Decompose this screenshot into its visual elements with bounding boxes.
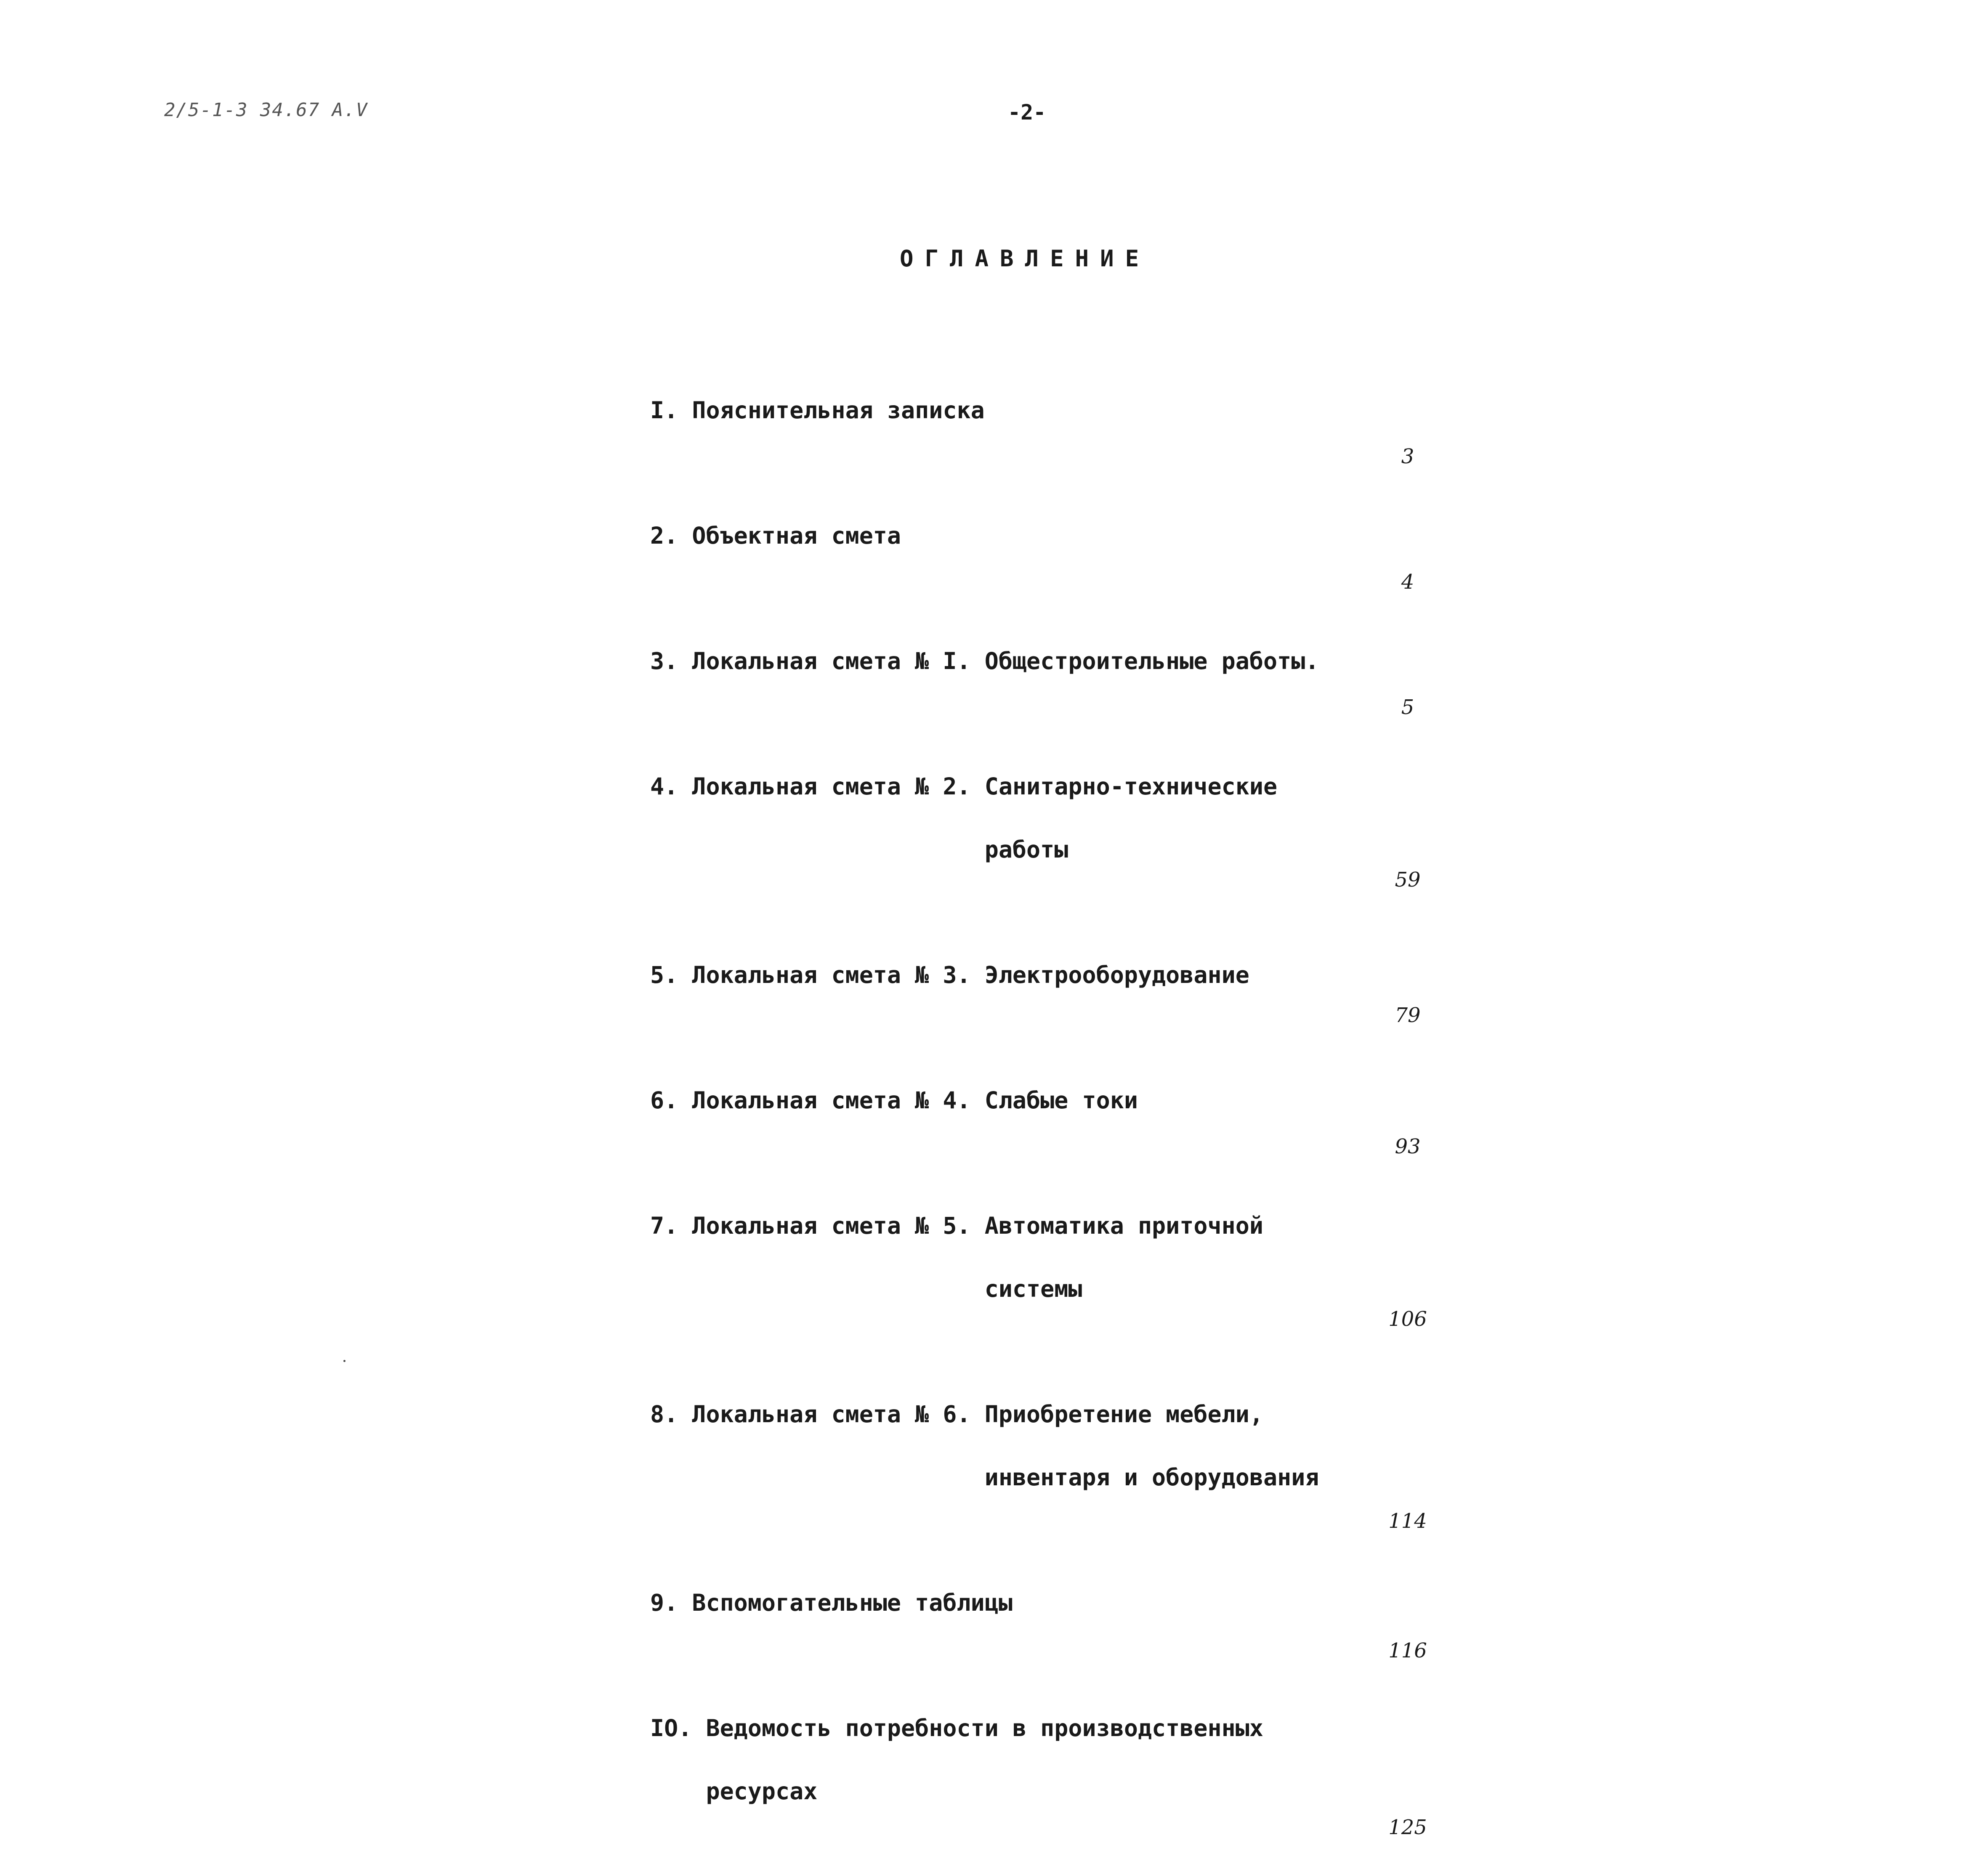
toc-entry — [650, 1550, 1433, 1662]
toc-entry — [650, 1362, 1433, 1533]
toc-entry-line: 8. Локальная смета № 6. Приобретение мебели, — [650, 1401, 1263, 1428]
toc-page-number: 106 — [1388, 1307, 1427, 1331]
page-title: ОГЛАВЛЕНИЕ — [900, 245, 1151, 272]
toc-entry — [650, 358, 1433, 468]
toc-entry-line: 5. Локальная смета № 3. Электрооборудование — [650, 961, 1249, 988]
toc-entry-line: инвентаря и оборудования — [650, 1464, 1319, 1491]
page-number: -2- — [1008, 100, 1046, 125]
toc-page-number: 59 — [1395, 868, 1421, 892]
toc-entry-line: I. Пояснительная записка — [650, 397, 985, 424]
toc-page-number: 4 — [1401, 570, 1414, 594]
table-of-contents — [650, 358, 1433, 1864]
toc-entry — [650, 734, 1433, 902]
toc-page-number: 3 — [1401, 445, 1414, 468]
toc-page-number: 79 — [1395, 1004, 1421, 1027]
toc-entry-line: работы — [650, 836, 1068, 863]
toc-entry-line: 9. Вспомогательные таблицы — [650, 1589, 1013, 1616]
toc-entry — [650, 483, 1433, 594]
toc-page-number: 114 — [1388, 1509, 1427, 1533]
toc-entry-line: 2. Объектная смета — [650, 522, 901, 549]
toc-entry — [650, 922, 1433, 1028]
toc-page-number: 93 — [1395, 1135, 1421, 1158]
scan-dot — [343, 1360, 346, 1362]
toc-page-number: 116 — [1388, 1639, 1427, 1662]
document-code: 2/5-1-3 34.67 A.V — [164, 99, 368, 121]
toc-entry-line: 6. Локальная смета № 4. Слабые токи — [650, 1087, 1138, 1114]
toc-page-number: 5 — [1401, 696, 1414, 719]
toc-entry-line: IO. Ведомость потребности в производственных — [650, 1715, 1263, 1742]
toc-entry-line: системы — [650, 1275, 1082, 1302]
toc-entry — [650, 1675, 1433, 1844]
toc-entry-line: 4. Локальная смета № 2. Санитарно-технические — [650, 773, 1278, 800]
toc-entry — [650, 608, 1433, 719]
toc-entry-line: ресурсах — [650, 1778, 818, 1805]
toc-entry — [650, 1048, 1433, 1158]
toc-entry — [650, 1173, 1433, 1341]
toc-entry-line: 3. Локальная смета № I. Общестроительные работы. — [650, 648, 1319, 674]
toc-entry-line: 7. Локальная смета № 5. Автоматика приточной — [650, 1212, 1263, 1239]
toc-page-number: 125 — [1388, 1816, 1427, 1839]
